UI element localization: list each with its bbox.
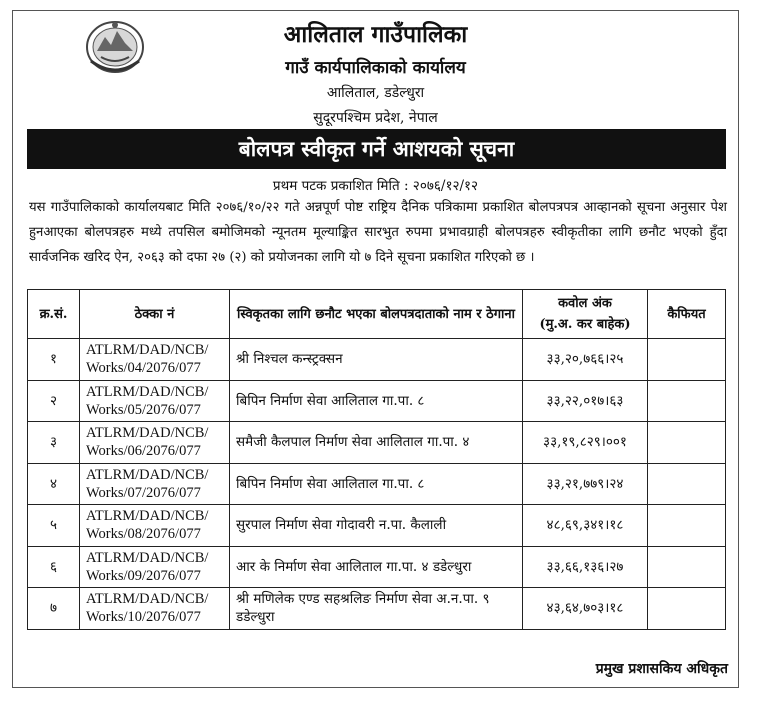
row-bidder: बिपिन निर्माण सेवा आलिताल गा.पा. ८ bbox=[230, 380, 523, 422]
office-province: सुदूरपश्चिम प्रदेश, नेपाल bbox=[313, 110, 438, 126]
header-bidder: स्विकृतका लागि छनौट भएका बोलपत्रदाताको नाम र ठेगाना bbox=[230, 290, 523, 339]
signatory: प्रमुख प्रशासकिय अधिकृत bbox=[595, 661, 728, 677]
row-contract bbox=[80, 339, 230, 381]
row-amount: ३३,२०,७६६।२५ bbox=[523, 339, 648, 381]
table-row bbox=[28, 380, 726, 422]
row-contract bbox=[80, 546, 230, 588]
row-remarks bbox=[648, 546, 726, 588]
row-contract bbox=[80, 588, 230, 630]
row-amount: ३३,६६,१३६।२७ bbox=[523, 546, 648, 588]
contract-part-b: Works/10/2076/077 bbox=[86, 609, 201, 626]
row-remarks bbox=[648, 463, 726, 505]
row-contract bbox=[80, 463, 230, 505]
contract-part-a: ATLRM/DAD/NCB/ bbox=[86, 342, 209, 359]
header-amount-line1: कवोल अंक bbox=[558, 296, 612, 311]
header-amount bbox=[523, 290, 648, 339]
contract-part-b: Works/05/2076/077 bbox=[86, 401, 201, 418]
notice-body: यस गाउँपालिकाको कार्यालयबाट मिति २०७६/१०/२२ गते अन्नपूर्ण पोष्ट राष्ट्रिय दैनिक पत्रिकामा प्रकाशित बोलपत्रपत्र आव्हानको सूचना अनुसार पेश हुनआएका बोलपत्रहरु मध्ये तपसिल बमोजिमको न्यूनतम मूल्याङ्कित सारभुत रुपमा प्रभावग्राही बोलपत्रहरु स्वीकृतीका लागि छनौट भएको हुँदा सार्वजनिक खरिद ऐन, २०६३ को दफा २७ (२) को प्रयोजनका लागि यो ७ दिने सूचना प्रकाशित गरिएको छ । bbox=[29, 200, 727, 265]
contract-part-a: ATLRM/DAD/NCB/ bbox=[86, 549, 209, 566]
contract-part-a: ATLRM/DAD/NCB/ bbox=[86, 591, 209, 608]
table-row bbox=[28, 588, 726, 630]
row-amount: ३३,२२,०१७।६३ bbox=[523, 380, 648, 422]
row-bidder: सुरपाल निर्माण सेवा गोदावरी न.पा. कैलाली bbox=[230, 505, 523, 547]
contract-part-a: ATLRM/DAD/NCB/ bbox=[86, 383, 209, 400]
contract-part-b: Works/04/2076/077 bbox=[86, 360, 201, 377]
row-sn: ४ bbox=[28, 463, 80, 505]
table-row bbox=[28, 505, 726, 547]
contract-part-b: Works/09/2076/077 bbox=[86, 567, 201, 584]
row-contract bbox=[80, 380, 230, 422]
sub-office-name: गाउँ कार्यपालिकाको कार्यालय bbox=[285, 58, 466, 78]
table-header-row bbox=[28, 290, 726, 339]
table-row bbox=[28, 422, 726, 464]
row-sn: ५ bbox=[28, 505, 80, 547]
row-amount: ३३,२१,७७९।२४ bbox=[523, 463, 648, 505]
header-sn: क्र.सं. bbox=[28, 290, 80, 339]
row-sn: ७ bbox=[28, 588, 80, 630]
table-row bbox=[28, 339, 726, 381]
row-sn: ३ bbox=[28, 422, 80, 464]
contract-part-a: ATLRM/DAD/NCB/ bbox=[86, 425, 209, 442]
notice-title: बोलपत्र स्वीकृत गर्ने आशयको सूचना bbox=[27, 129, 726, 169]
contract-part-a: ATLRM/DAD/NCB/ bbox=[86, 466, 209, 483]
row-sn: १ bbox=[28, 339, 80, 381]
row-remarks bbox=[648, 588, 726, 630]
row-remarks bbox=[648, 339, 726, 381]
header-remarks: कैफियत bbox=[648, 290, 726, 339]
bid-table bbox=[27, 289, 726, 630]
contract-part-b: Works/08/2076/077 bbox=[86, 526, 201, 543]
header-amount-line2: (मु.अ. कर बाहेक) bbox=[539, 317, 631, 332]
office-name: आलिताल गाउँपालिका bbox=[283, 21, 468, 48]
contract-part-a: ATLRM/DAD/NCB/ bbox=[86, 508, 209, 525]
row-remarks bbox=[648, 505, 726, 547]
contract-part-b: Works/06/2076/077 bbox=[86, 443, 201, 460]
notice-page bbox=[12, 10, 739, 688]
row-amount: ४३,६४,७०३।१८ bbox=[523, 588, 648, 630]
contract-part-b: Works/07/2076/077 bbox=[86, 484, 201, 501]
row-amount: ३३,१९,८२९।००१ bbox=[523, 422, 648, 464]
row-bidder: समैजी कैलपाल निर्माण सेवा आलिताल गा.पा. ४ bbox=[230, 422, 523, 464]
row-bidder: बिपिन निर्माण सेवा आलिताल गा.पा. ८ bbox=[230, 463, 523, 505]
table-row bbox=[28, 463, 726, 505]
row-contract bbox=[80, 505, 230, 547]
row-remarks bbox=[648, 422, 726, 464]
row-sn: २ bbox=[28, 380, 80, 422]
row-amount: ४८,६९,३४१।१८ bbox=[523, 505, 648, 547]
table-row bbox=[28, 546, 726, 588]
row-bidder: श्री निश्चल कन्स्ट्रक्सन bbox=[230, 339, 523, 381]
office-location: आलिताल, डडेल्धुरा bbox=[326, 85, 425, 101]
row-contract bbox=[80, 422, 230, 464]
row-bidder: आर के निर्माण सेवा आलिताल गा.पा. ४ डडेल्धुरा bbox=[230, 546, 523, 588]
row-sn: ६ bbox=[28, 546, 80, 588]
published-date: प्रथम पटक प्रकाशित मिति : २०७६/१२/१२ bbox=[272, 178, 479, 194]
row-remarks bbox=[648, 380, 726, 422]
row-bidder: श्री मणिलेक एण्ड सहश्रलिङ निर्माण सेवा अ.न.पा. ९ डडेल्धुरा bbox=[230, 588, 523, 630]
header-contract: ठेक्का नं bbox=[80, 290, 230, 339]
